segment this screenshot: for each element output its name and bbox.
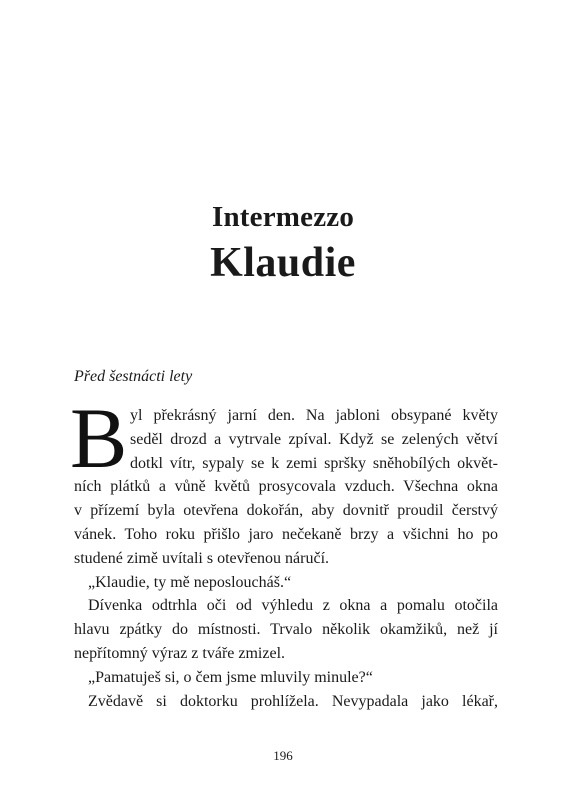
text-line: Zvědavě si doktorku prohlížela. Nevypadala jako lékař, bbox=[88, 692, 498, 710]
chapter-label: Intermezzo bbox=[211, 201, 355, 233]
drop-cap: B bbox=[70, 390, 128, 486]
text-line: „Klaudie, ty mě neposloucháš.“ bbox=[88, 573, 292, 591]
text-line: ních plátků a vůně květů prosycovala vzduch. Všechna okna bbox=[74, 478, 498, 496]
text-line: studené zimě uvítali s otevřenou náručí. bbox=[74, 549, 330, 567]
drop-cap-paragraph bbox=[130, 404, 498, 475]
text-line: yl překrásný jarní den. Na jabloni obsypané květy bbox=[130, 407, 498, 424]
text-line: hlavu zpátky do místnosti. Trvalo několik okamžiků, než jí bbox=[74, 621, 498, 639]
chapter-title: Klaudie bbox=[210, 240, 356, 286]
text-line: seděl drozd a vytrvale zpíval. Když se zelených větví bbox=[130, 430, 498, 448]
text-line: „Pamatuješ si, o čem jsme mluvily minule?“ bbox=[88, 668, 373, 686]
text-line: v přízemí byla otevřena dokořán, aby dovnitř proudil čerstvý bbox=[74, 502, 498, 520]
text-line: Dívenka odtrhla oči od výhledu z okna a pomalu otočila bbox=[88, 597, 498, 615]
text-line: dotkl vítr, sypaly se k zemi spršky sněhobílých okvět- bbox=[130, 454, 498, 472]
page-number: 196 bbox=[273, 748, 293, 763]
text-line: nepřítomný výraz z tváře zmizel. bbox=[74, 644, 286, 662]
text-line: vánek. Toho roku přišlo jaro nečekaně brzy a všichni ho po bbox=[74, 525, 498, 543]
time-note: Před šestnácti lety bbox=[74, 368, 193, 385]
body-text bbox=[74, 475, 498, 713]
